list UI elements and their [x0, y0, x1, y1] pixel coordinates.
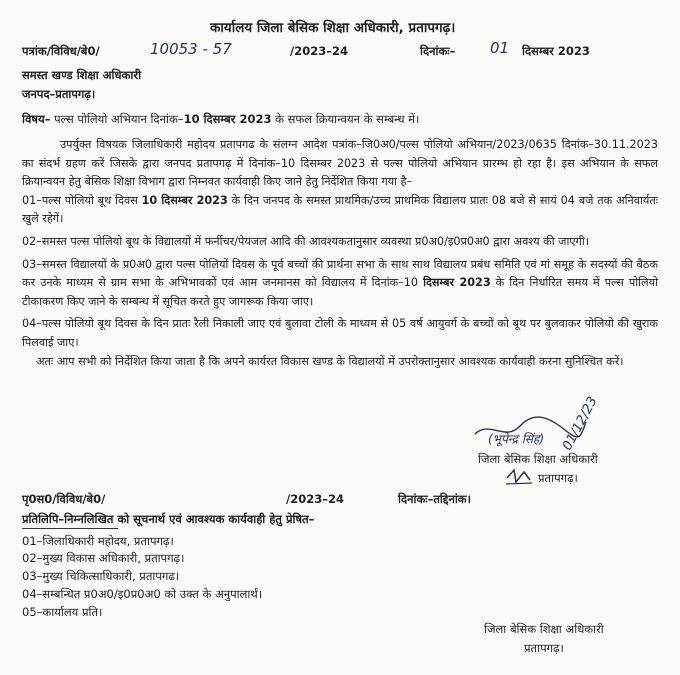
copy-item-1: 01–जिलाधिकारी महोदय, प्रतापगढ़।	[22, 534, 174, 548]
signatory-designation: जिला बेसिक शिक्षा अधिकारी	[478, 452, 598, 466]
endorsement-ref-year: /2023–24	[286, 492, 344, 506]
intro-paragraph: उपर्युक्त विषयक जिलाधिकारी महोदय प्रतापगढ के संलग्न आदेश पत्रांक–जि0अ0/पल्स पोलियो अभियान/2023/0635 दिनांक–30.11.2023 का संदर्भ ग्रहण करें जिसके द्वारा जनपद प्रतापगढ़ में दिनांक–10 दिसम्बर 2023 से पल्स पोलियो अभियान प्रारम्भ हो रहा है। इस अभियान के सफल क्रियान्वयन हेतु बेसिक शिक्षा विभाग द्वारा निम्नवत कार्यवाही किए जाने हेतु निर्देशित किया गया है–	[22, 138, 658, 189]
endorsement-designation: जिला बेसिक शिक्षा अधिकारी	[484, 622, 604, 636]
closing-paragraph: अतः आप सभी को निर्देशित किया जाता है कि अपने कार्यरत विकास खण्ड के विद्यालयों में उपरोक्तानुसार आवश्यक कार्यवाही करना सुनिश्चित करें।	[36, 354, 624, 368]
copy-item-4: 04–सम्बन्धित प्र0अ0/इ0प्र0अ0 को उक्त के अनुपालार्थ।	[22, 587, 263, 601]
endorsement-district: प्रतापगढ़।	[524, 641, 564, 655]
signature-date-handwritten: 01/12/23	[560, 394, 601, 454]
copy-item-2: 02–मुख्य विकास अधिकारी, प्रतापगढ़।	[22, 551, 185, 565]
date-label: दिनांकः–	[420, 44, 456, 58]
signatory-name-handwritten: (भूपेन्द्र सिंह)	[488, 432, 545, 446]
point-4: 04–पल्स पोलियो बूथ दिवस के दिन प्रातः रैली निकाली जाए एवं बुलावा टोली के माध्यम से 05 वर्ष आयुवर्ग के बच्चों को बूथ पर बुलवाकर पोलियो की खुराक पिलवाई जाए।	[22, 317, 658, 349]
reference-year: /2023–24	[290, 44, 348, 58]
copy-item-3: 03–मुख्य चिकित्साधिकारी, प्रतापगढ।	[22, 569, 180, 583]
point-1: 01–पल्स पोलियो बूथ दिवस 10 दिसम्बर 2023 के दिन जनपद के समस्त प्राथमिक/उच्च प्राथमिक विद्यालय प्रातः 08 बजे से सायं 04 बजे तक अनिवार्यतः खुले रहेगें।	[22, 193, 658, 226]
addressee-line-1: समस्त खण्ड शिक्षा अधिकारी	[22, 68, 142, 82]
reference-number-handwritten: 10053 - 57	[150, 40, 232, 58]
subject-line	[22, 112, 419, 127]
initials-mark	[504, 466, 534, 486]
date-handwritten-day: 01	[490, 39, 510, 57]
signature-scribble	[470, 412, 590, 446]
endorsement-date: दिनांकः–तद्दिनांक।	[398, 492, 472, 506]
office-title: कार्यालय जिला बेसिक शिक्षा अधिकारी, प्रतापगढ़।	[210, 20, 456, 36]
copy-heading-underline	[22, 528, 118, 529]
letter-body	[22, 136, 658, 371]
subject-date: 10 दिसम्बर 2023	[183, 112, 272, 126]
date-month-year: दिसम्बर 2023	[522, 44, 590, 58]
point-3: 03–समस्त विद्यालयों के प्र0अ0 द्वारा पल्स पोलियों दिवस के पूर्व बच्चों की प्रार्थना सभा के साथ साथ विद्यालय प्रबंध समिति एवं मां समूह के सदस्यों की बैठक कर उनके माध्यम से ग्राम सभा के अभिभावकों एवं आम जनमानस को विद्यालय में दिनांक–10 दिसम्बर 2023 के दिन निर्धारित समय में पल्स पोलियो टीकाकरण किए जाने के सम्बन्ध में सूचित करते हुए जागरूक किया जाए।	[22, 257, 658, 308]
point-2: 02–समस्त पल्स पोलियो बूथ के विद्यालयों में फर्नीचर/पेयजल आदि की आवश्यकतानुसार व्यवस्था प्र0अ0/इ0प्र0अ0 द्वारा अवश्य की जाएगी।	[22, 234, 589, 248]
subject-text-before: पल्स पोलियो अभियान दिनांक–	[50, 112, 184, 126]
reference-number-prefix: पत्रांक/विविध/बे0/	[22, 44, 100, 58]
signatory-district: प्रतापगढ़।	[538, 471, 578, 485]
copy-heading: प्रतिलिपि–निम्नलिखित को सूचनार्थ एवं आवश्यक कार्यवाही हेतु प्रेषित–	[22, 512, 315, 526]
addressee-line-2: जनपद–प्रतापगढ़।	[22, 87, 96, 101]
subject-text-after: के सफल क्रियान्वयन के सम्बन्ध में।	[271, 112, 420, 126]
subject-label: विषय–	[22, 112, 51, 126]
copy-item-5: 05–कार्यालय प्रति।	[22, 605, 103, 619]
endorsement-ref-prefix: पृ0स0/विविध/बे0/	[22, 492, 106, 506]
